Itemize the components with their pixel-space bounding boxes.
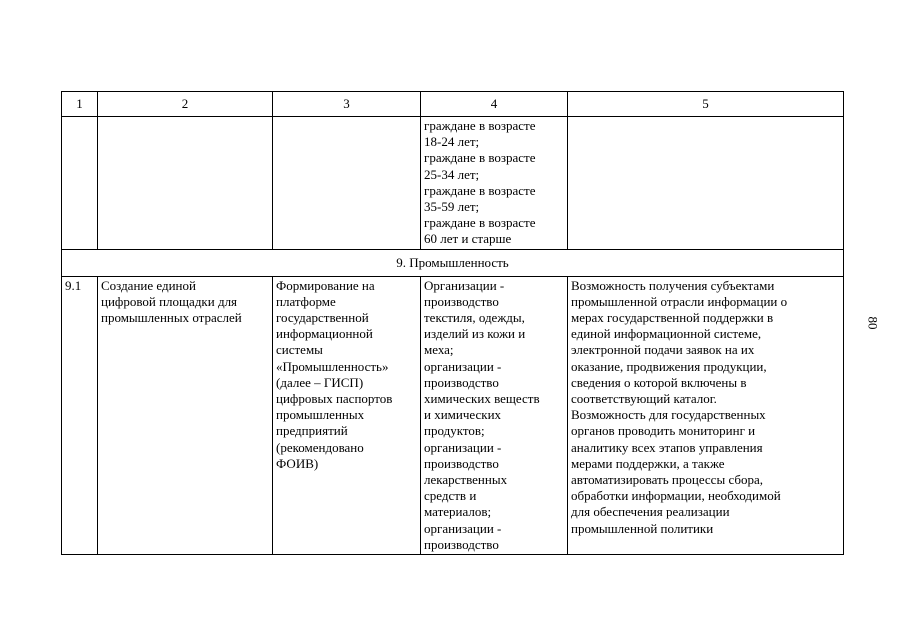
cell-result: Возможность получения субъектами промышленной отрасли информации о мерах государственной поддержки в единой информационной системе, электронной подачи заявок на их оказание, продвижения продукции, сведения о которой включены в соответствующий каталог. Возможность для государственных органов проводить мониторинг и аналитику всех этапов управления мерами поддержки, а также автоматизировать процессы сбора, обработки информации, необходимой для обеспечения реализации промышленной политики xyxy=(568,276,844,554)
table-row-continuation xyxy=(62,117,844,250)
cell-action: Формирование на платформе государственной информационной системы «Промышленность» (далее – ГИСП) цифровых паспортов промышленных предприятий (рекомендовано ФОИВ) xyxy=(273,276,421,554)
table-header-row xyxy=(62,92,844,117)
cell-participants: Организации - производство текстиля, одежды, изделий из кожи и меха; организации - производство химических веществ и химических продуктов; организации - производство лекарственных средств и материалов; организации - производство xyxy=(421,276,568,554)
header-cell-4: 4 xyxy=(421,92,568,117)
cell-name: Создание единой цифровой площадки для промышленных отраслей xyxy=(98,276,273,554)
header-cell-5: 5 xyxy=(568,92,844,117)
cell-name xyxy=(98,117,273,250)
section-title: 9. Промышленность xyxy=(62,249,844,276)
measures-table xyxy=(61,91,844,555)
header-cell-2: 2 xyxy=(98,92,273,117)
cell-number xyxy=(62,117,98,250)
cell-action xyxy=(273,117,421,250)
section-row xyxy=(62,249,844,276)
cell-number: 9.1 xyxy=(62,276,98,554)
cell-result xyxy=(568,117,844,250)
cell-participants: граждане в возрасте 18-24 лет; граждане в возрасте 25-34 лет; граждане в возрасте 35-59 лет; граждане в возрасте 60 лет и старше xyxy=(421,117,568,250)
header-cell-3: 3 xyxy=(273,92,421,117)
page-number: 80 xyxy=(865,316,881,330)
table-row-9-1 xyxy=(62,276,844,554)
header-cell-1: 1 xyxy=(62,92,98,117)
